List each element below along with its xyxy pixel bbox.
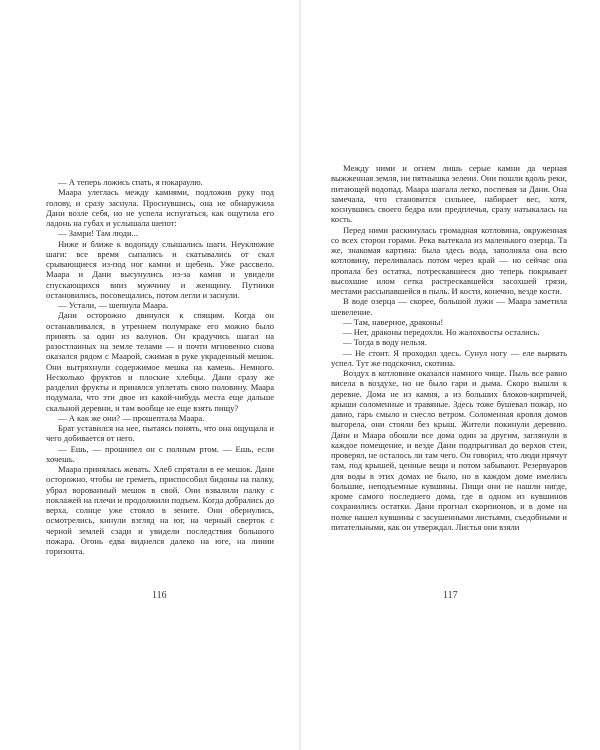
paragraph: — Не стоит. Я проходил здесь. Сунул ногу — еле вырвать успел. Тут же подскочил, скотина. [331,347,567,368]
paragraph: — Тогда в воду нельзя. [343,337,427,348]
paragraph: В воде озерца — скорее, большой лужи — Маара заметила шевеление. [331,296,567,317]
paragraph: Ниже и ближе к водопаду слышались шаги. Неуклюжие шаги: все время сыпались и скатывались от скал срывающиеся из-под ног камни и щебень. Уже рассвело. Маара и Дани высунулись из-за камня и увидели спускающихся вниз мужчину и женщину. Путники остановились, посовещались, потом легли и заснули. [46,238,274,300]
paragraph: — Устали, — шепнула Маара. [58,300,169,310]
paragraph: — Ешь, — прошипел он с полным ртом. — Ешь, если хочешь. [46,443,274,464]
paragraph: — Нет, драконы передохли. Но жалохвосты остались. [343,327,540,337]
left-page-text [46,177,274,556]
left-page [0,0,299,750]
paragraph: — А теперь ложись спать, я покараулю. [58,177,203,187]
paragraph: — А как же они? — прошептала Маара. [58,412,205,423]
paragraph: Воздух в котловине оказался намного чище. Пыль все равно висела в воздухе, но не было гари и дыма. Скоро вышли к деревне. Дома не из камня, а из больших блоков-кирпичей, крыши соломенные и травяные. Здесь тоже бушевал пожар, но давно, гарь смыло и снесло ветром. Соломенная кровля домов выгорела, они стояли без крыш. Жители покинули деревню. Дани и Маара обошли все дома один за другим, заглянули в каждое помещение, и везде Дани подпрыгивал до верхов стен, проверял, не осталось ли там чего. Он говорил, что люди прячут там, под крышей, ценные вещи и потом забывают. Резервуаров для воды в этих домах не было, но в каждом доме имелись большие, неподъемные кувшины. Пищи они не нашли нигде, кроме самого последнего дома, где в одном из кувшинов сохранились остатки. Дани прогнал скорпионов, и в доме на полке нашел кувшины с засушенными листьями, съедобными и питательными, как он утверждал. Листья они взяли [331,368,567,532]
paragraph: — Там, наверное, драконы! [343,316,444,327]
paragraph: Брат уставился на нее, пытаясь понять, что она ощущала и чего добивается от него. [46,423,274,444]
paragraph: Маара улеглась между камнями, подложив руку под голову, и сразу заснула. Проснувшись, она не обнаружила Дани возле себя, но не успела испугаться, как ощутила его ладонь на губах и услышала шепот: [46,187,274,228]
paragraph: Дани осторожно двинулся к спящим. Когда он останавливался, в утреннем полумраке его можно было принять за один из валунов. Он крадучись шагал на разостланных на земле телами — и почти мгновенно снова оказался рядом с Маарой, сжимая в руке украденный мешок. Они вытряхнули содержимое мешка на камень. Немного. Несколько фруктов и плоские хлебцы. Дани сразу же разделил фрукты и принялся уплетать свою половину. Маара подумала, что эти двое из какой-нибудь места еще дальше скальной деревни, и там вообще не еще взять пищу? [46,310,274,413]
right-page [301,0,600,750]
right-page-text [331,163,567,532]
page-number-right: 117 [443,590,458,601]
paragraph: Между ними и огнем лишь серые камни да черная выжженная земля, ни пятнышка зелени. Они пошли вдоль реки, питающей водопад. Маара шагала легко, поспевая за Дани. Она замечала, что становится сильнее, набирает вес, хотя, коснувшись своего бедра или предплечья, сразу натыкалась на кость. [331,163,567,225]
paragraph: — Замри! Там люди... [58,228,138,239]
page-number-left: 116 [152,590,167,601]
paragraph: Маара принялась жевать. Хлеб спрятали в ее мешок. Дани осторожно, чтобы не греметь, приспособил бидоны на палку, убрал ворованный мешок в свой. Они взвалили палку с поклажей на плечи и продолжили подъем. Когда добрались до верха, солнце уже стояло в зените. Они обернулись, осмотрелись, кинули взгляд на юг, на черный сверток с черной землей сзади и увидели последствия большого пожара. Огонь едва виднелся далеко на юге, на линии горизонта. [46,464,274,556]
paragraph: Перед ними раскинулась громадная котловина, окруженная со всех сторон горами. Река вытекала из маленького озерца. Та же, знакомая картина: была здесь вода, заполняла она всю котловину, переливалась потом через край — но сейчас она пропала без остатка, потрескавшееся дно теперь покрывает высохшие илом сетка растрескавшейся засохшей грязи, местами рассыпавшейся в пыль. И кости, конечно, везде кости. [331,224,567,296]
